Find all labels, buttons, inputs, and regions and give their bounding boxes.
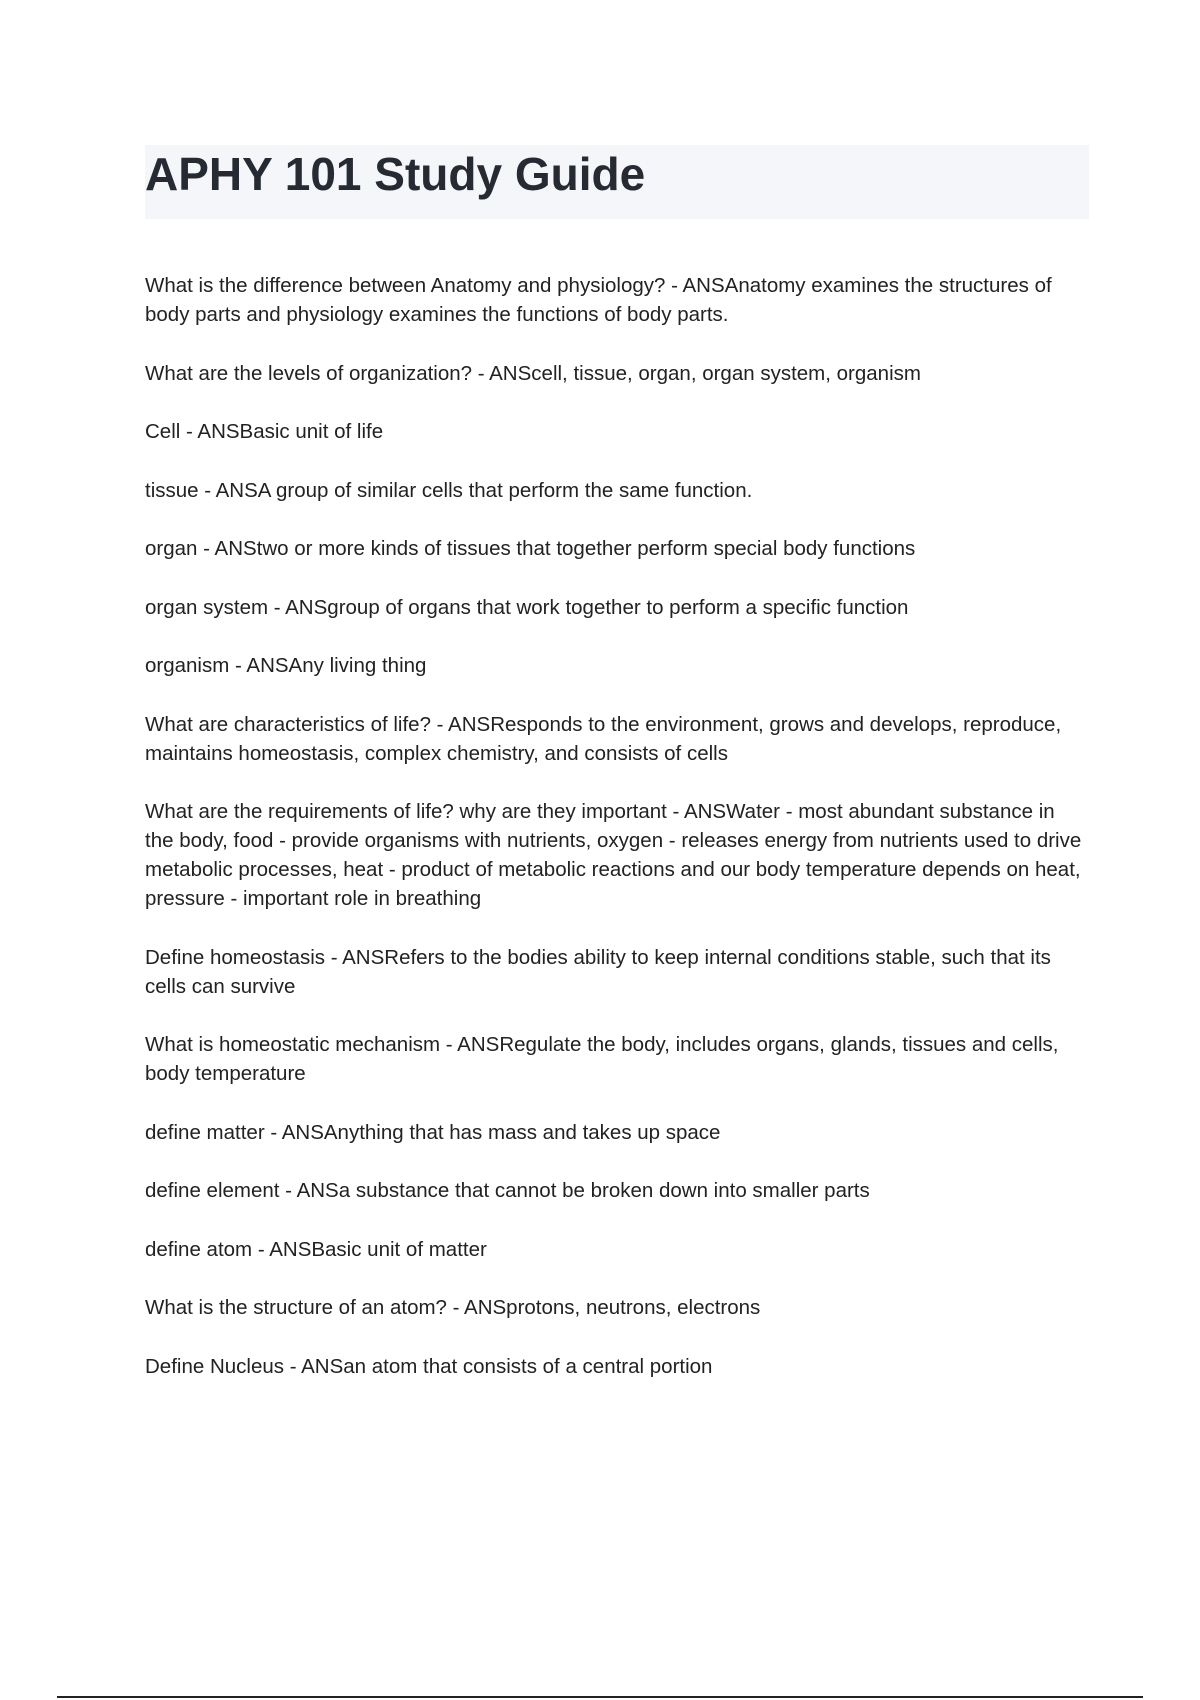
- qa-item: What is the structure of an atom? - ANSprotons, neutrons, electrons: [145, 1296, 761, 1319]
- qa-item: organ - ANStwo or more kinds of tissues that together perform special body functions: [145, 537, 916, 560]
- qa-item: Cell - ANSBasic unit of life: [145, 420, 384, 443]
- qa-item: Define Nucleus - ANSan atom that consists of a central portion: [145, 1354, 713, 1378]
- question-answer-list: [145, 271, 1085, 1410]
- qa-item: What are characteristics of life? - ANSResponds to the environment, grows and develops, reproduce, maintains homeostasis, complex chemistry, and consists of cells: [145, 712, 1062, 765]
- qa-item: What is the difference between Anatomy and physiology? - ANSAnatomy examines the structures of body parts and physiology examines the functions of body parts.: [145, 274, 1052, 326]
- qa-item: organ system - ANSgroup of organs that work together to perform a specific function: [145, 595, 909, 619]
- qa-item: define element - ANSa substance that cannot be broken down into smaller parts: [145, 1179, 870, 1202]
- qa-item: What are the levels of organization? - ANScell, tissue, organ, organ system, organism: [145, 361, 921, 385]
- qa-item: define atom - ANSBasic unit of matter: [145, 1237, 487, 1261]
- qa-item: Define homeostasis - ANSRefers to the bodies ability to keep internal conditions stable, such that its cells can survive: [145, 945, 1051, 998]
- qa-item: tissue - ANSA group of similar cells that perform the same function.: [145, 478, 753, 502]
- footer-divider: [57, 1696, 1143, 1698]
- qa-item: define matter - ANSAnything that has mass and takes up space: [145, 1120, 721, 1144]
- qa-item: What is homeostatic mechanism - ANSRegulate the body, includes organs, glands, tissues and cells, body temperature: [145, 1033, 1059, 1085]
- qa-item: organism - ANSAny living thing: [145, 654, 427, 677]
- page-title: APHY 101 Study Guide: [145, 148, 646, 200]
- qa-item: What are the requirements of life? why are they important - ANSWater - most abundant substance in the body, food - provide organisms with nutrients, oxygen - releases energy from nutrients used to drive metabolic processes, heat - product of metabolic reactions and our body temperature depends on heat, pressure - important role in breathing: [145, 800, 1082, 910]
